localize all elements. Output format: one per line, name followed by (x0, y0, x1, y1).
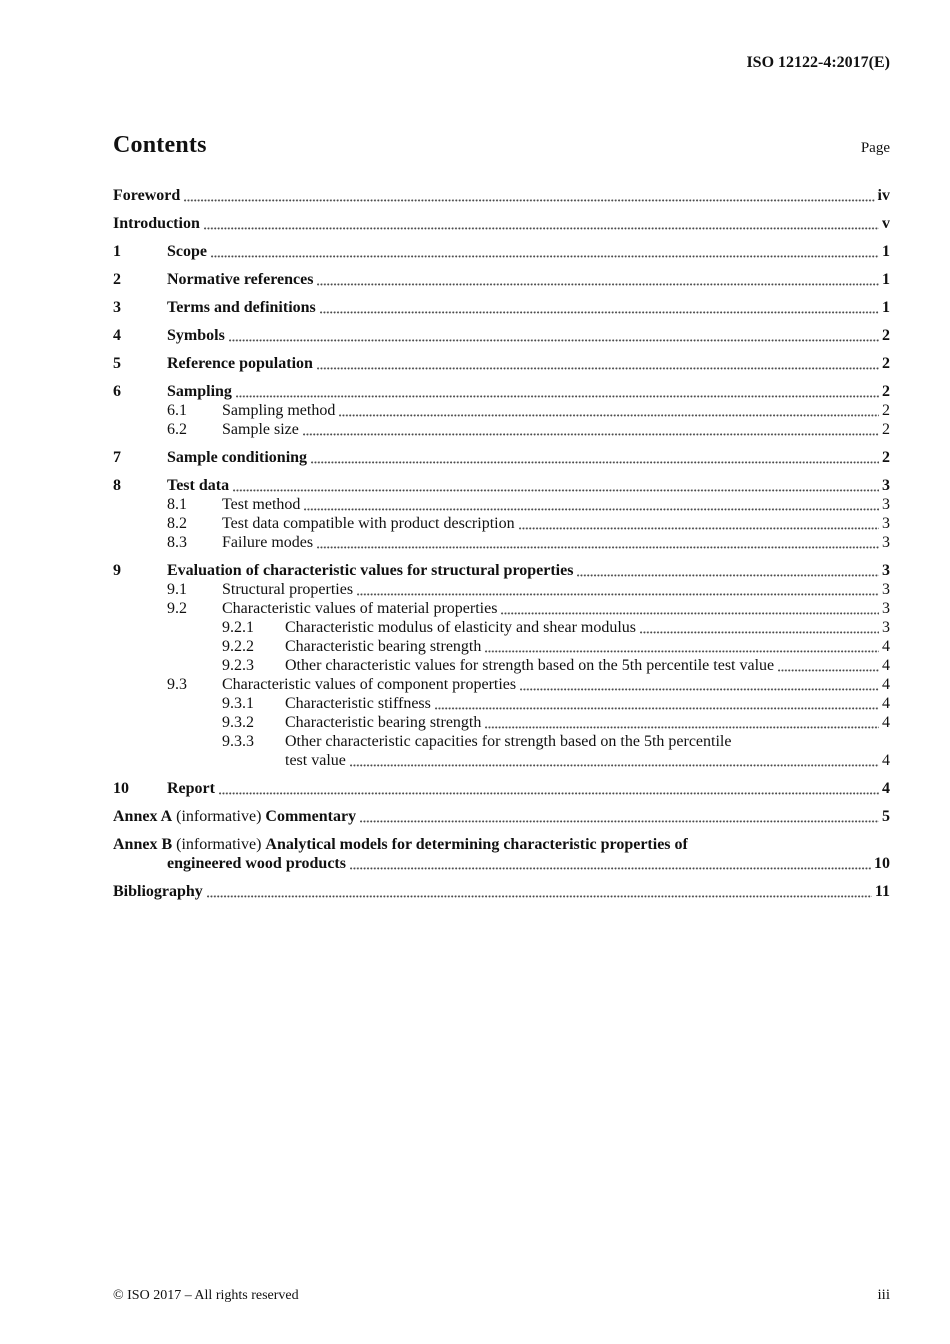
dot-leader (204, 227, 879, 230)
page-column-label: Page (860, 140, 890, 156)
document-header (113, 54, 890, 72)
toc-label-segment: Bibliography (113, 883, 203, 900)
toc-entry-page: 3 (882, 515, 890, 532)
toc-entry-page: 4 (882, 780, 890, 797)
dot-leader (317, 283, 879, 286)
toc-entry-label (222, 533, 313, 552)
toc-entry-number: 9.2 (167, 600, 187, 617)
toc-entry-page: 3 (882, 619, 890, 636)
dot-leader (520, 688, 879, 691)
dot-leader (317, 367, 879, 370)
toc-label-segment: Terms and definitions (167, 299, 316, 316)
toc-entry[interactable] (113, 533, 890, 552)
toc-entry-label-continued (285, 751, 346, 770)
toc-entry[interactable] (113, 732, 890, 770)
toc-entry-page: 11 (874, 883, 890, 900)
toc-entry[interactable] (113, 580, 890, 599)
toc-entry-page: 2 (882, 355, 890, 372)
dot-leader (233, 489, 879, 492)
dot-leader (219, 792, 879, 795)
toc-entry-page: 3 (882, 562, 890, 579)
toc-entry-page: 3 (882, 600, 890, 617)
toc-entry-number: 4 (113, 327, 121, 344)
toc-entry-label (167, 382, 232, 401)
toc-entry-page: 1 (882, 271, 890, 288)
toc-label-segment: Symbols (167, 327, 225, 344)
toc-entry-page: 1 (882, 243, 890, 260)
toc-entry-page: 4 (882, 657, 890, 674)
dot-leader (640, 631, 879, 634)
toc-label-segment: Test method (222, 496, 301, 513)
doc-reference: ISO 12122-4:2017(E) (746, 54, 890, 71)
toc-label-segment: Foreword (113, 187, 181, 204)
toc-entry-number: 10 (113, 780, 129, 797)
toc-entry-number: 6 (113, 383, 121, 400)
page-title: Contents (113, 132, 207, 158)
dot-leader (303, 433, 879, 436)
toc-label-segment: Characteristic values of component properties (222, 676, 517, 693)
dot-leader (350, 867, 871, 870)
toc-entry[interactable] (113, 779, 890, 798)
toc-label-segment: Characteristic bearing strength (285, 638, 482, 655)
toc-entry-label (222, 495, 300, 514)
toc-entry-label (167, 298, 316, 317)
dot-leader (184, 199, 874, 202)
dot-leader (304, 508, 879, 511)
toc-label-segment: Evaluation of characteristic values for structural properties (167, 562, 574, 579)
folio-page-number: iii (877, 1287, 890, 1303)
toc-entry-number: 8.2 (167, 515, 187, 532)
dot-leader (311, 461, 879, 464)
toc-entry[interactable] (113, 420, 890, 439)
toc-entry-label (167, 476, 229, 495)
toc-entry[interactable] (113, 882, 890, 901)
toc-entry-label (222, 599, 497, 618)
toc-entry-page: 3 (882, 534, 890, 551)
toc-entry-page: 4 (882, 695, 890, 712)
toc-entry-page: 3 (882, 496, 890, 513)
dot-leader (577, 574, 879, 577)
toc-label-segment: Report (167, 780, 215, 797)
toc-entry-label (222, 580, 353, 599)
toc-entry-label (113, 186, 180, 205)
toc-entry[interactable] (113, 401, 890, 420)
toc-entry-page: 3 (882, 581, 890, 598)
toc-entry-label (285, 694, 431, 713)
toc-entry-number: 6.2 (167, 421, 187, 438)
toc-entry-label (167, 354, 313, 373)
dot-leader (350, 764, 879, 767)
toc-entry[interactable] (113, 599, 890, 618)
toc-entry-page: 4 (882, 638, 890, 655)
toc-entry-label (285, 656, 774, 675)
toc-entry-label (113, 882, 203, 901)
dot-leader (778, 669, 879, 672)
toc-entry-number: 8 (113, 477, 121, 494)
toc-entry-label (167, 779, 215, 798)
toc-entry-number: 9 (113, 562, 121, 579)
toc-label-segment: Analytical models for determining characteristic properties of (265, 836, 688, 853)
dot-leader (357, 593, 879, 596)
toc-entry[interactable] (113, 807, 890, 826)
toc-label-segment: Structural properties (222, 581, 354, 598)
toc-entry-label (167, 270, 313, 289)
toc-label-segment: Commentary (265, 808, 357, 825)
toc-entry-page: 2 (882, 327, 890, 344)
toc-entry-label (167, 242, 207, 261)
dot-leader (211, 255, 879, 258)
toc-entry-number: 8.3 (167, 534, 187, 551)
toc-entry-page: 2 (882, 449, 890, 466)
toc-entry[interactable] (113, 561, 890, 580)
contents-titlebar (113, 132, 890, 159)
toc-entry-page: 2 (882, 421, 890, 438)
toc-label-segment: (informative) (172, 836, 266, 853)
toc-entry-number: 8.1 (167, 496, 187, 513)
toc-entry-number: 9.2.3 (222, 657, 254, 674)
toc-entry-label (285, 713, 481, 732)
toc-entry-page: 2 (882, 402, 890, 419)
toc-label-segment: Scope (167, 243, 207, 260)
toc-entry-number: 5 (113, 355, 121, 372)
toc-label-segment: engineered wood products (167, 855, 346, 872)
toc-entry-number: 1 (113, 243, 121, 260)
toc-entry[interactable] (113, 186, 890, 205)
toc-label-segment: Characteristic stiffness (285, 695, 431, 712)
toc-entry-number: 6.1 (167, 402, 187, 419)
toc-entry-page: 10 (874, 855, 890, 872)
toc-label-segment: Other characteristic capacities for strength based on the 5th percentile (285, 733, 732, 750)
toc-entry-label (113, 835, 688, 854)
toc-entry[interactable] (113, 354, 890, 373)
toc-entry[interactable] (113, 382, 890, 401)
toc-entry[interactable] (113, 476, 890, 495)
toc-label-segment: Other characteristic values for strength based on the 5th percentile test value (285, 657, 775, 674)
dot-leader (236, 395, 879, 398)
toc-label-segment: Characteristic bearing strength (285, 714, 482, 731)
dot-leader (519, 527, 879, 530)
toc-label-segment: Normative references (167, 271, 314, 288)
toc-entry-number: 9.3.3 (222, 733, 254, 750)
toc-entry-number: 7 (113, 449, 121, 466)
dot-leader (320, 311, 879, 314)
toc-entry-label-continued (167, 854, 346, 873)
toc-entry[interactable] (113, 242, 890, 261)
toc-entry[interactable] (113, 214, 890, 233)
toc-label-segment: Reference population (167, 355, 313, 372)
toc-label-segment: Sampling (167, 383, 232, 400)
toc-label-segment: Test data compatible with product description (222, 515, 515, 532)
toc-entry[interactable] (113, 618, 890, 637)
toc-entry-page: 4 (882, 714, 890, 731)
toc-entry-number: 3 (113, 299, 121, 316)
dot-leader (317, 546, 879, 549)
toc-label-segment: Sampling method (222, 402, 336, 419)
toc-entry-label (285, 618, 636, 637)
toc-entry-number: 9.1 (167, 581, 187, 598)
dot-leader (485, 650, 879, 653)
toc-label-segment: Sample conditioning (167, 449, 308, 466)
toc-entry[interactable] (113, 326, 890, 345)
toc-label-segment: Annex A (113, 808, 173, 825)
toc-entry-label (285, 637, 481, 656)
document-footer (113, 1287, 890, 1304)
dot-leader (435, 707, 879, 710)
toc-label-segment: Annex B (113, 836, 173, 853)
toc-entry-label (167, 448, 307, 467)
toc-entry-page: 4 (882, 752, 890, 769)
dot-leader (501, 612, 879, 615)
toc-entry[interactable] (113, 835, 890, 873)
toc-entry-label (222, 401, 335, 420)
toc-entry[interactable] (113, 495, 890, 514)
toc-entry-page: 1 (882, 299, 890, 316)
toc-entry[interactable] (113, 637, 890, 656)
toc-entry[interactable] (113, 514, 890, 533)
toc-entry-number: 9.3.2 (222, 714, 254, 731)
toc-entry-number: 2 (113, 271, 121, 288)
toc-entry[interactable] (113, 713, 890, 732)
toc-label-segment: Test data (167, 477, 230, 494)
toc-entry[interactable] (113, 270, 890, 289)
toc-entry[interactable] (113, 448, 890, 467)
toc-entry-label (113, 807, 356, 826)
toc-entry[interactable] (113, 694, 890, 713)
toc-label-segment: Introduction (113, 215, 200, 232)
dot-leader (360, 820, 879, 823)
toc-entry-page: 3 (882, 477, 890, 494)
table-of-contents (113, 186, 890, 901)
toc-entry-number: 9.3.1 (222, 695, 254, 712)
toc-entry-number: 9.2.2 (222, 638, 254, 655)
toc-entry-number: 9.3 (167, 676, 187, 693)
toc-entry-page: 2 (882, 383, 890, 400)
toc-label-segment: Failure modes (222, 534, 314, 551)
toc-label-segment: (informative) (172, 808, 266, 825)
toc-label-segment: Characteristic values of material properties (222, 600, 498, 617)
dot-leader (229, 339, 879, 342)
toc-entry-number: 9.2.1 (222, 619, 254, 636)
toc-entry-page: 4 (882, 676, 890, 693)
toc-entry[interactable] (113, 656, 890, 675)
toc-label-segment: Characteristic modulus of elasticity and shear modulus (285, 619, 637, 636)
toc-entry-label (167, 326, 225, 345)
copyright-notice: © ISO 2017 – All rights reserved (113, 1288, 299, 1303)
toc-entry-label (113, 214, 200, 233)
dot-leader (485, 726, 879, 729)
toc-label-segment: test value (285, 752, 346, 769)
toc-entry[interactable] (113, 675, 890, 694)
dot-leader (339, 414, 879, 417)
toc-label-segment: Sample size (222, 421, 299, 438)
toc-entry[interactable] (113, 298, 890, 317)
toc-entry-label (222, 514, 515, 533)
toc-entry-label (285, 732, 731, 751)
toc-entry-label (222, 675, 516, 694)
toc-entry-page: v (882, 215, 890, 232)
toc-entry-page: 5 (882, 808, 890, 825)
dot-leader (207, 895, 872, 898)
toc-entry-label (167, 561, 573, 580)
toc-entry-label (222, 420, 299, 439)
toc-entry-page: iv (877, 187, 890, 204)
